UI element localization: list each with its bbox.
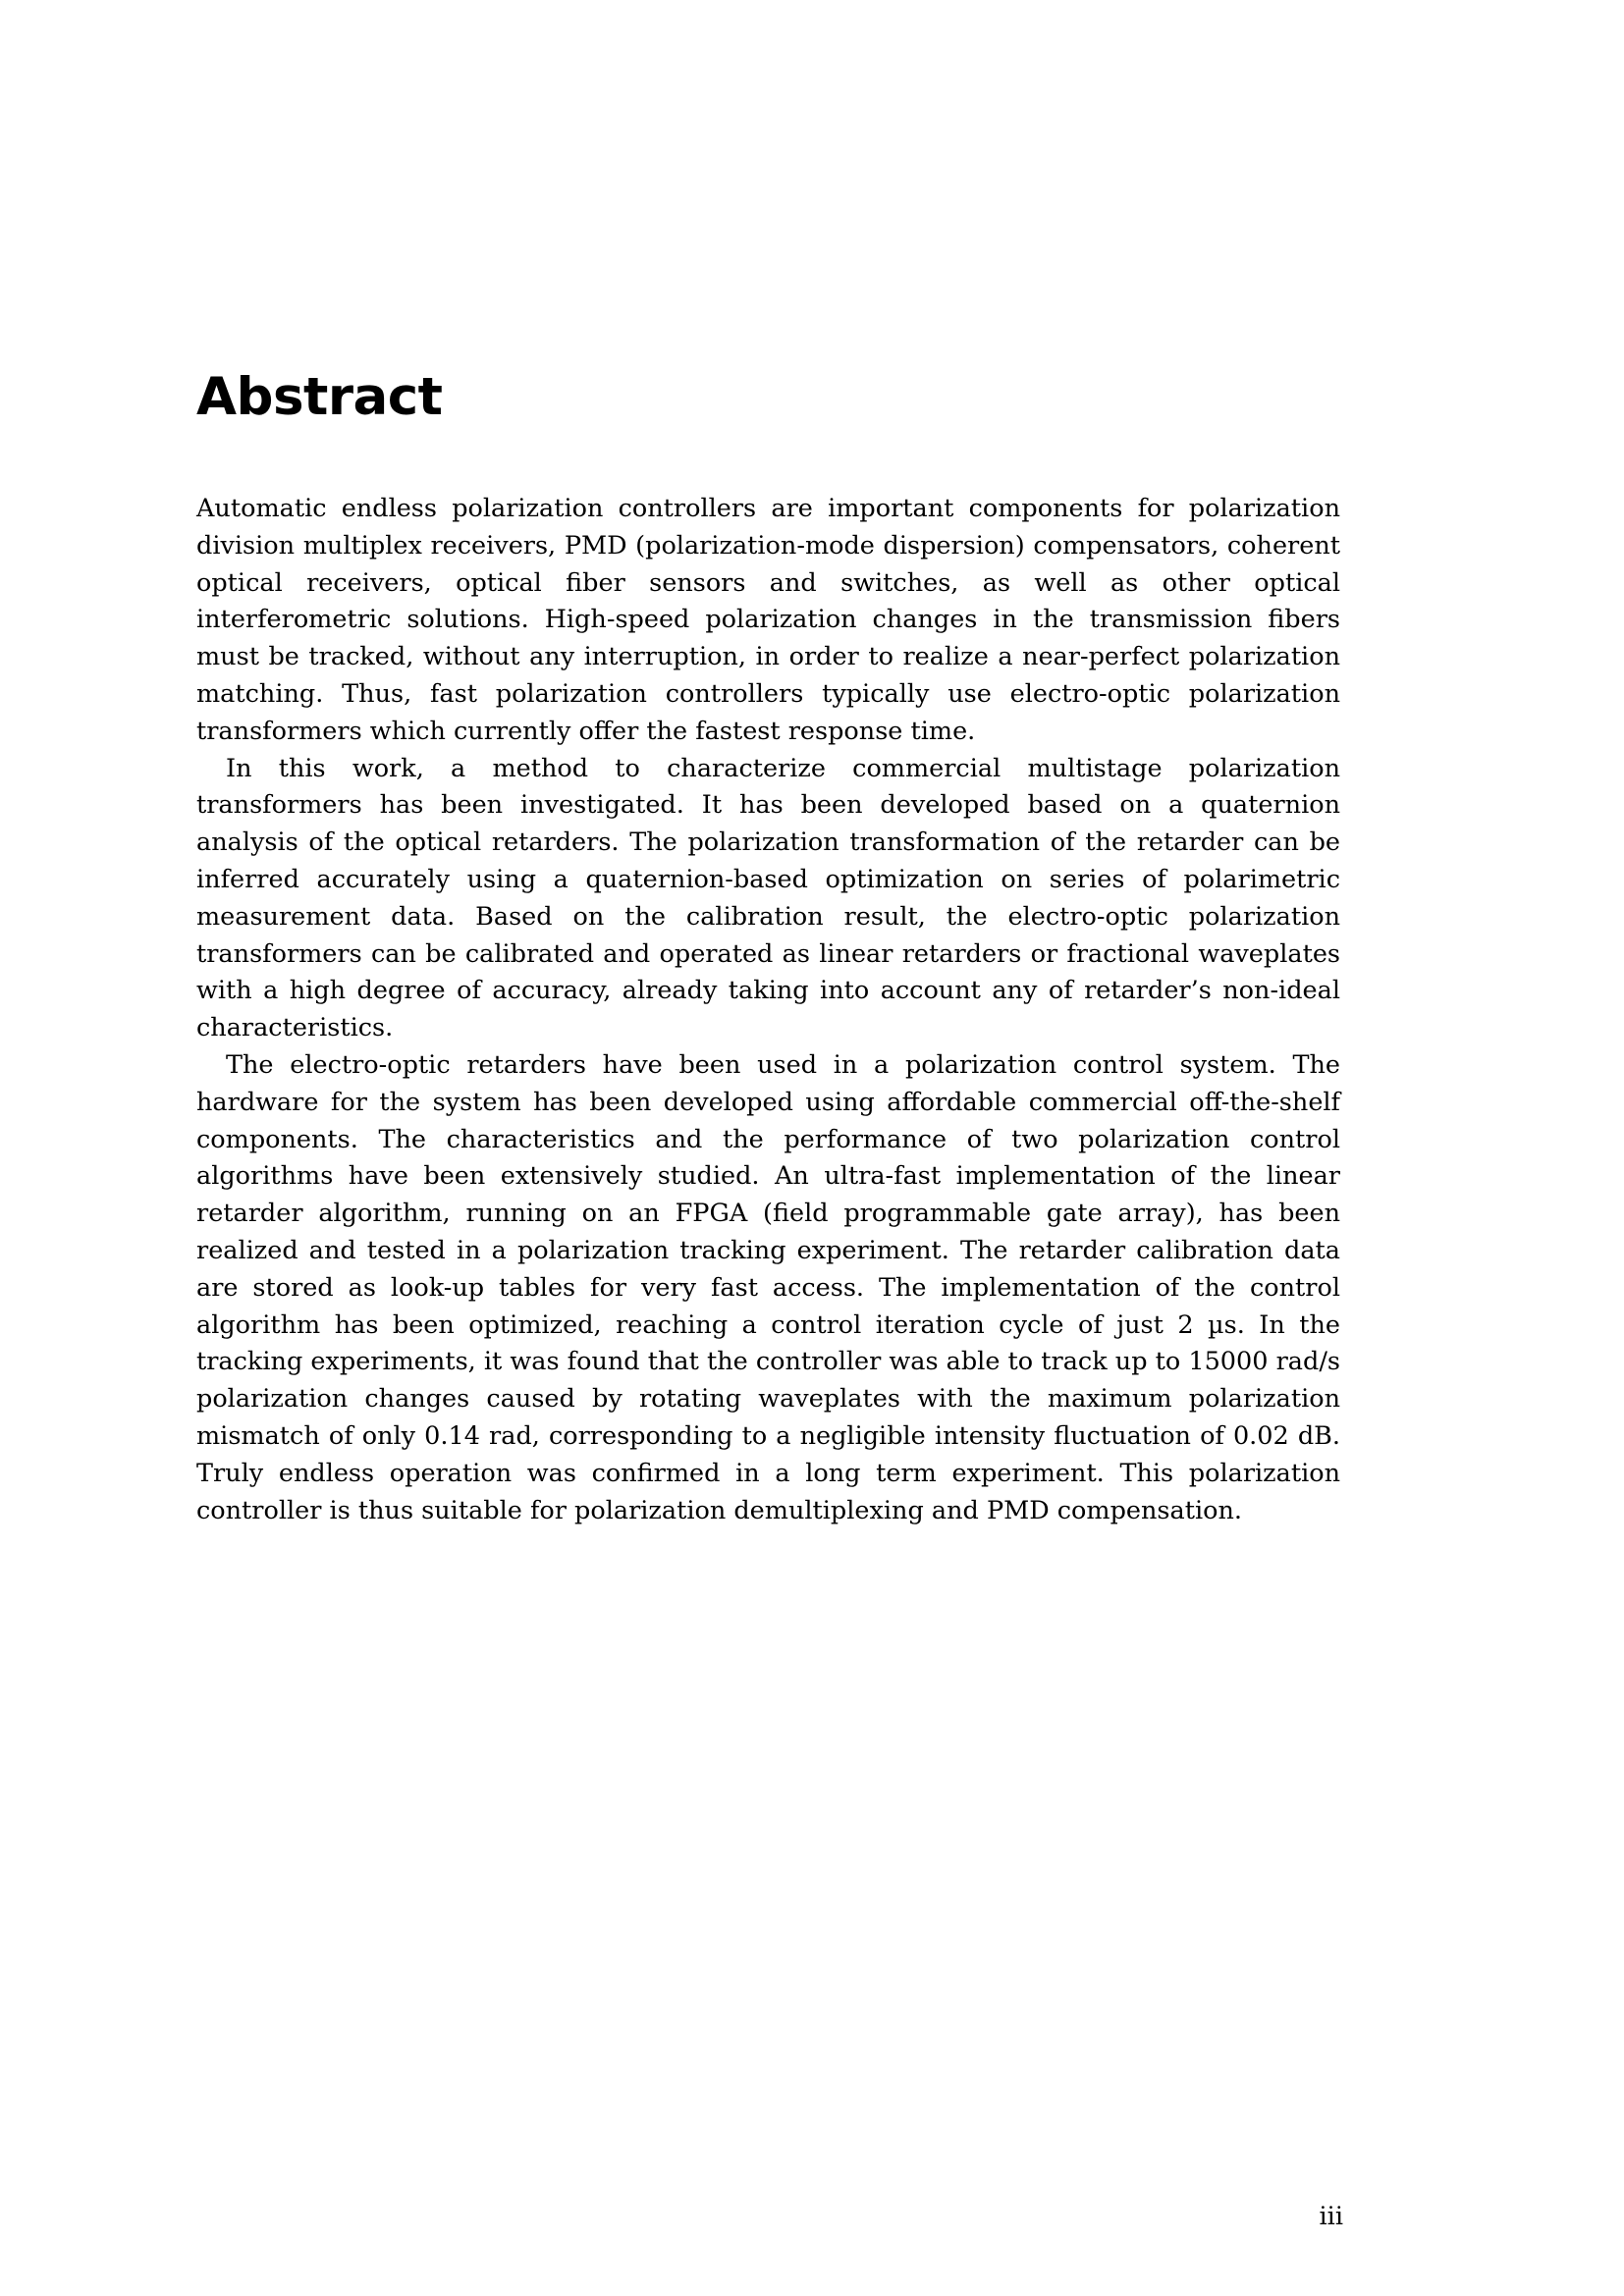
abstract-paragraph-3: The electro-optic retarders have been used in a polarization control system. The hardware for the system has been developed using affordable commercial off-the-shelf components. The characteristics and the performance of two polarization control algorithms have been extensively studied. An ultra-fast implementation of the linear retarder algorithm, running on an FPGA (field programmable gate array), has been realized and tested in a polarization tracking experiment. The retarder calibration data are stored as look-up tables for very fast access. The implementation of the control algorithm has been optimized, reaching a control iteration cycle of just 2 µs. In the tracking experiments, it was found that the controller was able to track up to 15000 rad/s polarization changes caused by rotating waveplates with the maximum polarization mismatch of only 0.14 rad, corresponding to a negligible intensity fluctuation of 0.02 dB. Truly endless operation was confirmed in a long term experiment. This polarization controller is thus suitable for polarization demultiplexing and PMD compensation. (196, 1049, 1340, 1525)
abstract-paragraph-2: In this work, a method to characterize commercial multistage polarization transformers has been investigated. It has been developed based on a quaternion analysis of the optical retarders. The polarization transformation of the retarder can be inferred accurately using a quaternion-based optimization on series of polarimetric measurement data. Based on the calibration result, the electro-optic polarization transformers can be calibrated and operated as linear retarders or fractional waveplates with a high degree of accuracy, already taking into account any of retarder’s non-ideal characteristics. (196, 753, 1340, 1043)
abstract-body (196, 491, 1340, 1529)
page-number: iii (1319, 2202, 1343, 2231)
page-title: Abstract (196, 367, 443, 427)
abstract-paragraph-1: Automatic endless polarization controllers are important components for polarization division multiplex receivers, PMD (polarization-mode dispersion) compensators, coherent optical receivers, optical fiber sensors and switches, as well as other optical interferometric solutions. High-speed polarization changes in the transmission fibers must be tracked, without any interruption, in order to realize a near-perfect polarization matching. Thus, fast polarization controllers typically use electro-optic polarization transformers which currently offer the fastest response time. (196, 494, 1340, 746)
